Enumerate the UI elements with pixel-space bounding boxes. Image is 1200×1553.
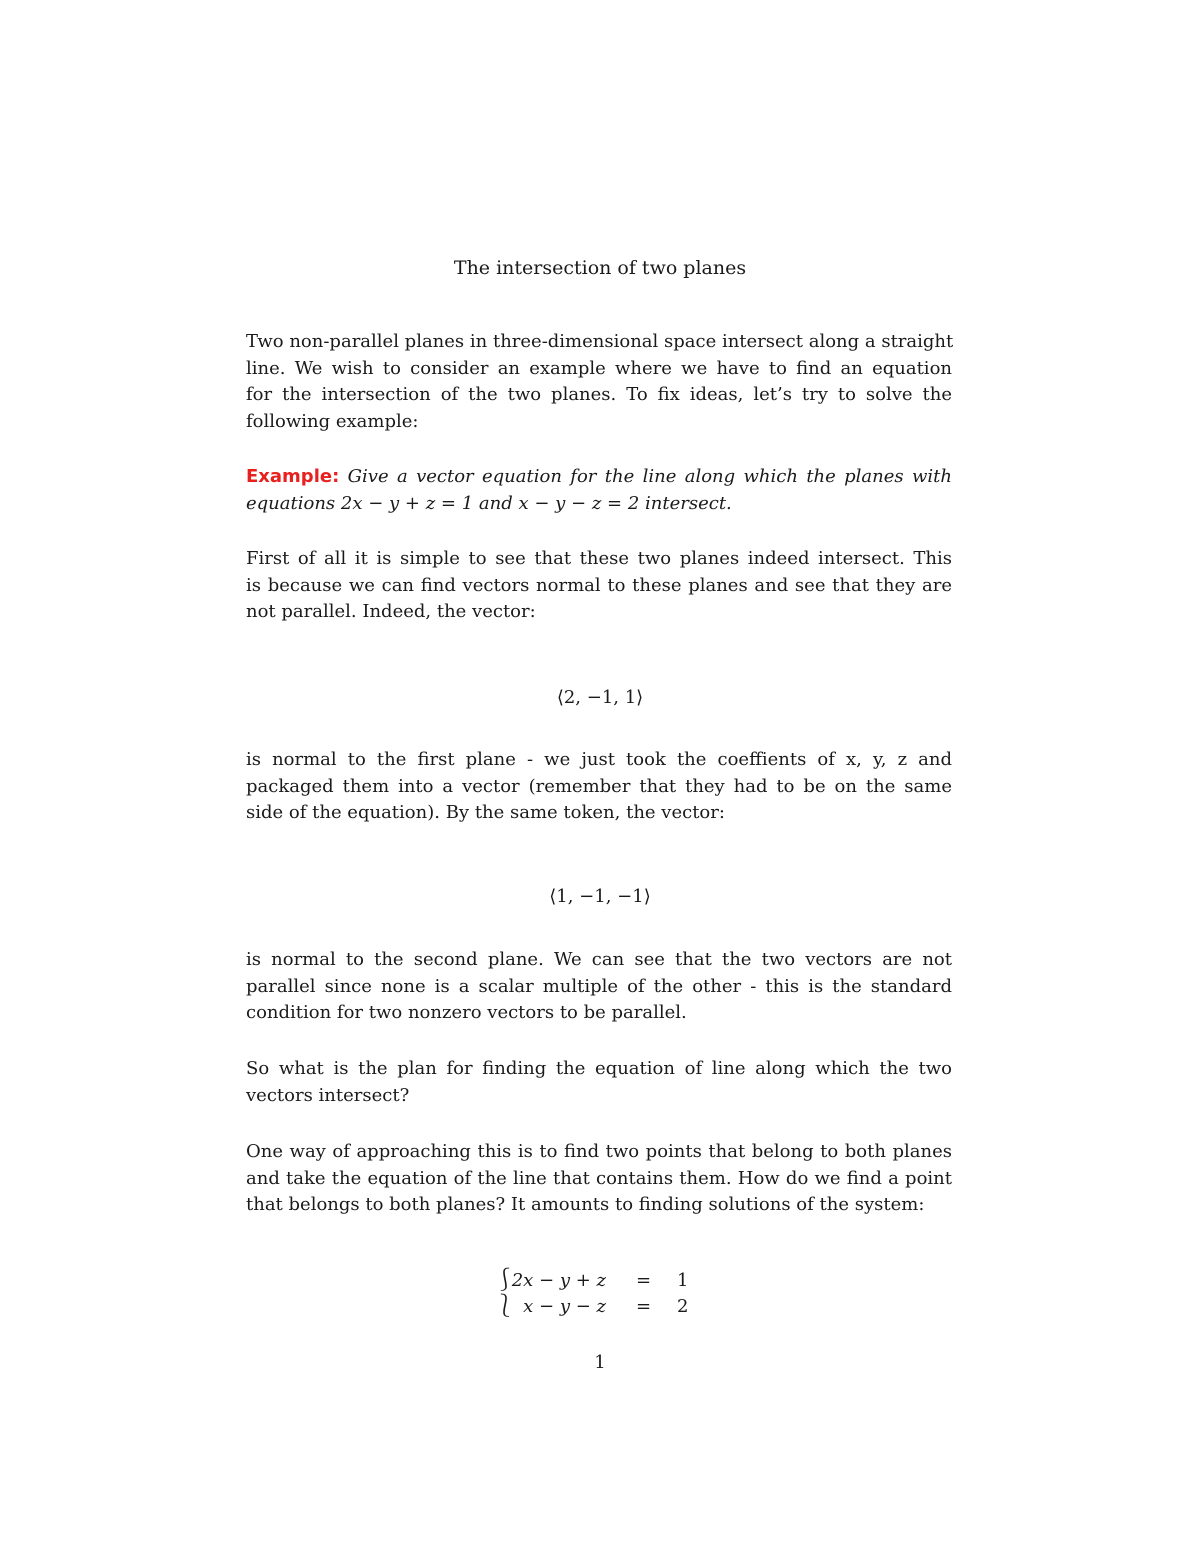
equation-rhs: 2 [677, 1296, 689, 1317]
text-line: is because we can find vectors normal to these planes and see that they are [246, 574, 952, 596]
text-line: side of the equation). By the same token, the vector: [246, 802, 725, 823]
text-line: parallel since none is a scalar multiple of the other - this is the standard [246, 975, 952, 997]
left-brace-bottom: ⎱ [494, 1294, 517, 1319]
text-line: packaged them into a vector (remember that they had to be on the same [246, 775, 952, 797]
equation-row-1 [511, 1270, 702, 1296]
text-line: and take the equation of the line that contains them. How do we find a point [246, 1167, 952, 1189]
first-paragraph [246, 546, 952, 626]
text-line: is normal to the first plane - we just took the coeffients of x, y, z and [246, 749, 952, 770]
example-paragraph [246, 464, 952, 517]
normal-vector-2: ⟨1, −1, −1⟩ [549, 886, 651, 907]
text-line: Two non-parallel planes in three-dimensional space intersect along a straight [246, 331, 954, 352]
text-line: is normal to the second plane. We can see that the two vectors are not [246, 949, 952, 970]
left-brace-top: ⎰ [494, 1268, 517, 1293]
text-line: that belongs to both planes? It amounts to finding solutions of the system: [246, 1194, 925, 1215]
text-line: condition for two nonzero vectors to be parallel. [246, 1002, 687, 1023]
equation-row-2 [522, 1296, 702, 1322]
text-line: for the intersection of the two planes. To fix ideas, let’s try to solve the [246, 384, 952, 405]
equation-rhs: 1 [677, 1270, 689, 1291]
text-line: line. We wish to consider an example where we have to find an equation [246, 357, 952, 379]
page-number: 1 [594, 1352, 606, 1373]
text-line: not parallel. Indeed, the vector: [246, 601, 536, 622]
example-text-line: Give a vector equation for the line along which the planes with [347, 466, 952, 487]
equation-lhs: x − y − z [523, 1296, 606, 1317]
example-label: Example: [246, 466, 340, 487]
equation-system [494, 1266, 704, 1330]
equals-sign: = [636, 1296, 652, 1317]
equals-sign: = [636, 1270, 652, 1291]
plan-paragraph [246, 1056, 952, 1109]
example-text-line: equations 2x − y + z = 1 and x − y − z = 2 intersect. [246, 492, 732, 514]
text-line: vectors intersect? [246, 1084, 410, 1106]
page-title: The intersection of two planes [453, 257, 747, 279]
normal2-paragraph [246, 947, 952, 1027]
normal-vector-1: ⟨2, −1, 1⟩ [556, 687, 644, 708]
normal1-paragraph [246, 747, 952, 827]
approach-paragraph [246, 1139, 952, 1219]
intro-paragraph [246, 329, 952, 435]
text-line: First of all it is simple to see that these two planes indeed intersect. This [246, 548, 952, 569]
text-line: One way of approaching this is to find two points that belong to both planes [246, 1141, 952, 1162]
equation-lhs: 2x − y + z [511, 1270, 606, 1291]
text-line: So what is the plan for finding the equation of line along which the two [246, 1058, 952, 1079]
text-line: following example: [246, 410, 419, 432]
